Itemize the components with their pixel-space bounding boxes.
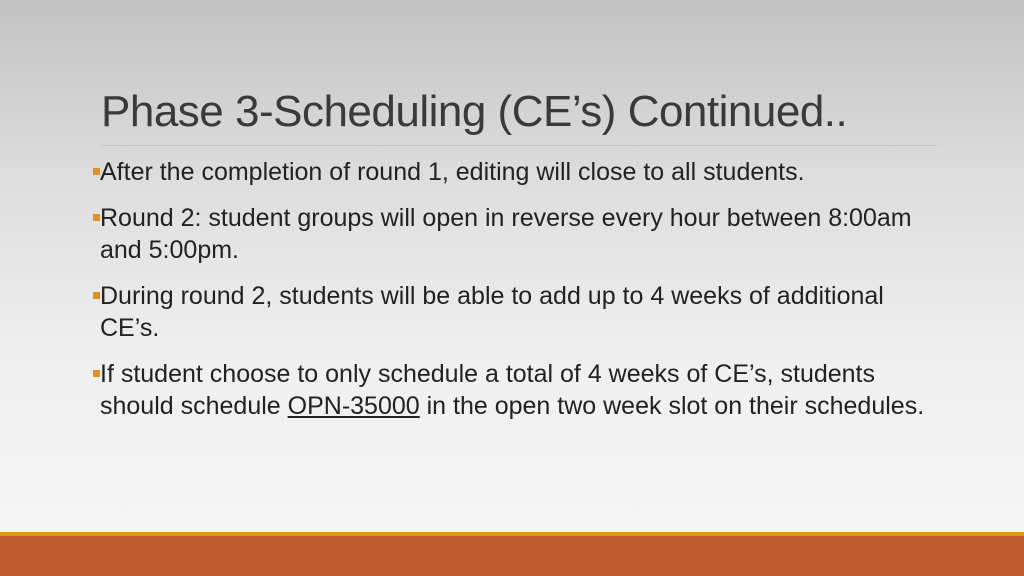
title-divider — [101, 145, 937, 146]
bullet-text-after-link: in the open two week slot on their schedules. — [419, 392, 925, 420]
square-bullet-icon — [93, 168, 100, 175]
bullet-text: During round 2, students will be able to add up to 4 weeks of additional CE’s. — [100, 282, 884, 342]
bullet-list — [92, 156, 942, 436]
bullet-item — [92, 156, 942, 188]
bullet-item — [92, 358, 942, 422]
square-bullet-icon — [93, 214, 100, 221]
course-code-link[interactable]: OPN-35000 — [287, 392, 420, 420]
bullet-item — [92, 280, 942, 344]
bullet-text: After the completion of round 1, editing will close to all students. — [100, 158, 805, 186]
footer-bar — [0, 536, 1024, 576]
square-bullet-icon — [93, 370, 100, 377]
bullet-text: Round 2: student groups will open in reverse every hour between 8:00am and 5:00pm. — [100, 204, 912, 264]
bullet-text-before-link: If student choose to only schedule a total of 4 weeks of CE’s, students should schedule — [100, 360, 875, 420]
square-bullet-icon — [93, 292, 100, 299]
slide-title: Phase 3-Scheduling (CE’s) Continued.. — [101, 87, 848, 136]
bullet-item — [92, 202, 942, 266]
